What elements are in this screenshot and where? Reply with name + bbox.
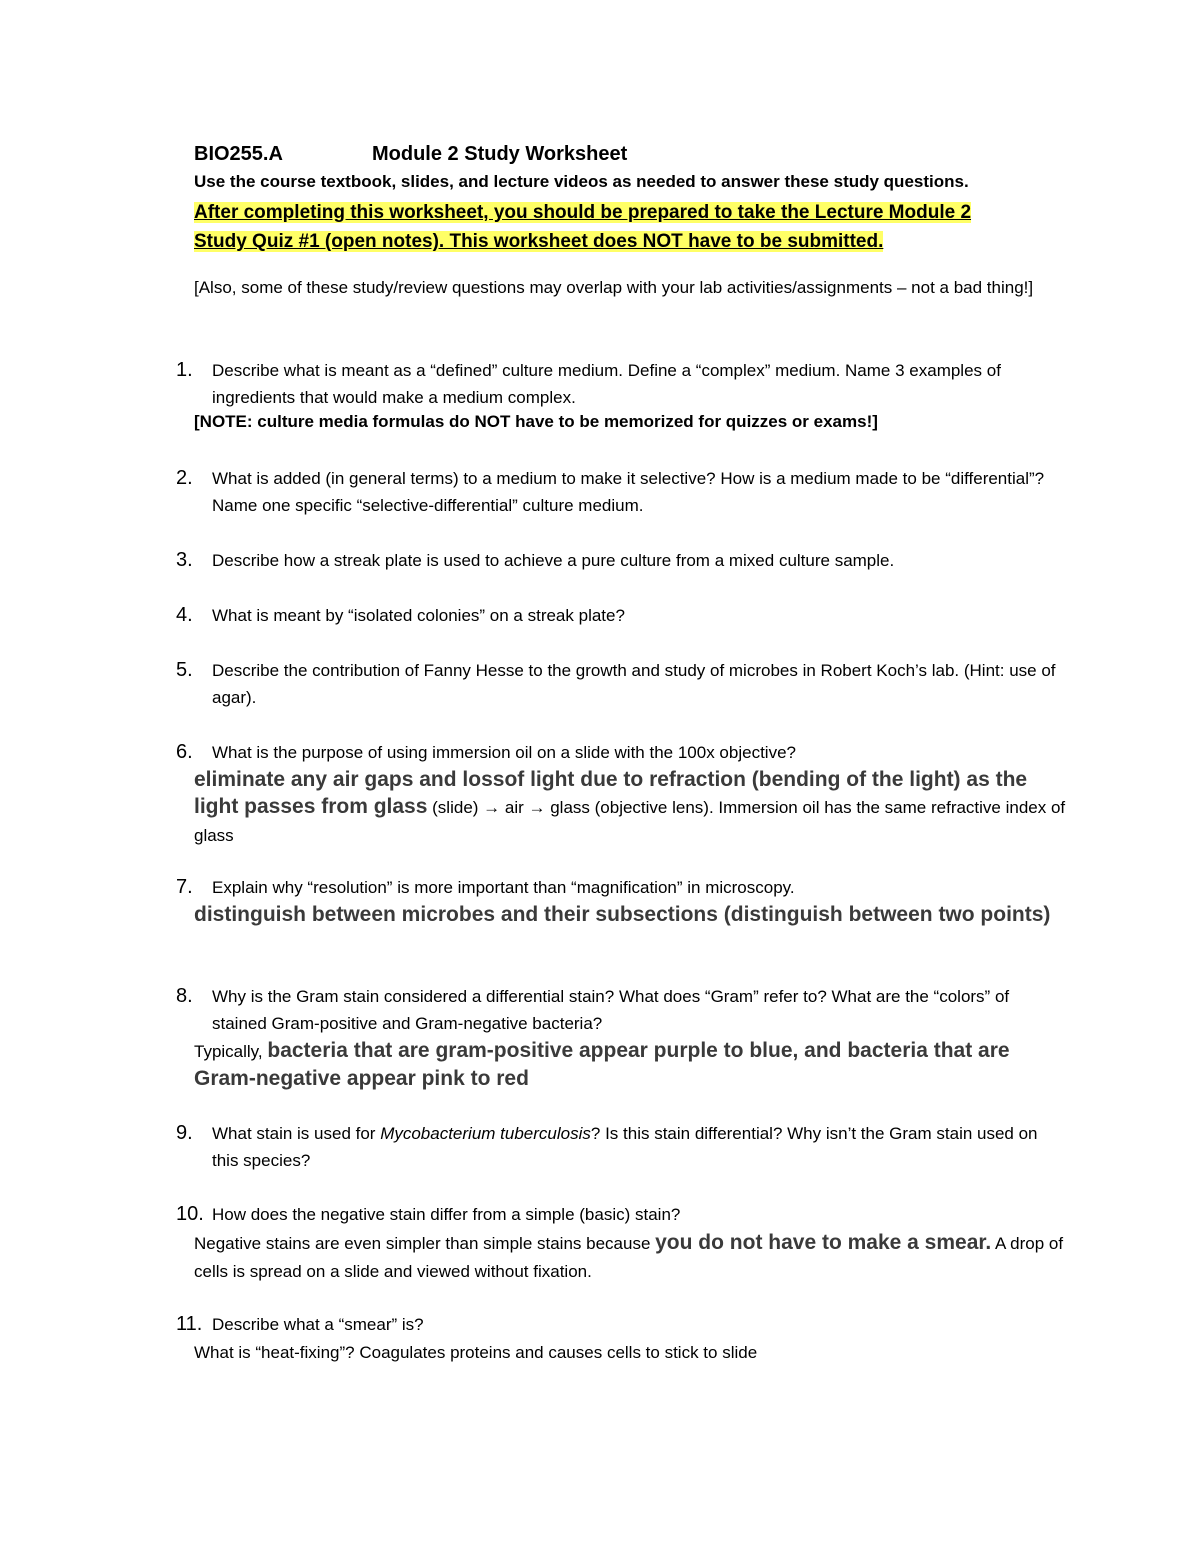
- answer-q6-bold: eliminate any air gaps and lossof light due to refraction (bending of the light) as the light passes from glass: [194, 768, 1028, 818]
- highlighted-notice: [194, 198, 1046, 256]
- answer-q10-plain-1: Negative stains are even simpler than simple stains because: [194, 1234, 656, 1253]
- answer-q8-plain: Typically,: [194, 1042, 268, 1061]
- note-q1: [NOTE: culture media formulas do NOT have to be memorized for quizzes or exams!]: [194, 412, 878, 431]
- question-9: [176, 1120, 1066, 1174]
- question-6: [176, 739, 1066, 766]
- answer-q10-bold: you do not have to make a smear.: [655, 1231, 992, 1254]
- question-text: Describe what is meant as a “defined” culture medium. Define a “complex” medium. Name 3 examples of ingredients that would make a medium complex.: [212, 361, 1001, 407]
- question-number: 3.: [176, 549, 193, 571]
- answer-q11: What is “heat-fixing”? Coagulates proteins and causes cells to stick to slide: [194, 1343, 758, 1362]
- question-number: 10.: [176, 1203, 204, 1225]
- answer-q10: [194, 1229, 1074, 1285]
- question-number: 5.: [176, 659, 193, 681]
- question-11: [176, 1311, 1066, 1338]
- question-number: 8.: [176, 985, 193, 1007]
- question-text: What is meant by “isolated colonies” on a streak plate?: [212, 606, 625, 625]
- question-text: Describe what a “smear” is?: [212, 1315, 424, 1334]
- answer-q8-bold: bacteria that are gram-positive appear purple to blue, and bacteria that are Gram-negative appear pink to red: [194, 1039, 1010, 1090]
- question-8: [176, 983, 1066, 1037]
- notice-line-2: Study Quiz #1 (open notes). This worksheet does NOT have to be submitted.: [194, 231, 884, 252]
- question-text: [212, 1120, 1066, 1174]
- question-2: [176, 465, 1066, 519]
- question-4: [176, 602, 1066, 629]
- also-note: [Also, some of these study/review questions may overlap with your lab activities/assignments – not a bad thing!]: [194, 278, 1034, 297]
- question-text-end: ? Is this stain differential? Why isn’t the Gram stain used on this species?: [212, 1124, 1038, 1170]
- intro-instructions: Use the course textbook, slides, and lecture videos as needed to answer these study questions.: [194, 172, 969, 191]
- question-number: 7.: [176, 876, 193, 898]
- question-number: 2.: [176, 467, 193, 489]
- answer-q6-plain: (slide) → air → glass (objective lens). Immersion oil has the same refractive index of glass: [194, 798, 1066, 845]
- course-code: BIO255.A: [194, 143, 283, 165]
- question-text: Describe the contribution of Fanny Hesse to the growth and study of microbes in Robert Koch’s lab. (Hint: use of agar).: [212, 661, 1056, 707]
- question-10: [176, 1201, 1066, 1228]
- worksheet-header: [194, 143, 627, 166]
- question-text: What is the purpose of using immersion oil on a slide with the 100x objective?: [212, 743, 796, 762]
- question-number: 6.: [176, 741, 193, 763]
- question-text: How does the negative stain differ from a simple (basic) stain?: [212, 1205, 681, 1224]
- answer-q8: [194, 1037, 1074, 1092]
- organism-name: Mycobacterium tuberculosis: [380, 1124, 591, 1143]
- question-number: 9.: [176, 1122, 193, 1144]
- question-5: [176, 657, 1066, 711]
- question-text: What is added (in general terms) to a medium to make it selective? How is a medium made to be “differential”? Name one specific “selective-differential” culture medium.: [212, 469, 1045, 515]
- answer-q6: [194, 766, 1074, 849]
- answer-q7: distinguish between microbes and their subsections (distinguish between two points): [194, 903, 1051, 926]
- question-1: [176, 357, 1066, 411]
- question-3: [176, 547, 1066, 574]
- worksheet-title: Module 2 Study Worksheet: [372, 143, 628, 165]
- question-text: Why is the Gram stain considered a differential stain? What does “Gram” refer to? What are the “colors” of stained Gram-positive and Gram-negative bacteria?: [212, 987, 1010, 1033]
- question-number: 11.: [176, 1313, 203, 1335]
- question-7: [176, 874, 1066, 901]
- question-number: 1.: [176, 359, 193, 381]
- answer-q10-plain-2: A drop of cells is spread on a slide and viewed without fixation.: [194, 1234, 1064, 1281]
- question-number: 4.: [176, 604, 193, 626]
- question-text: Explain why “resolution” is more important than “magnification” in microscopy.: [212, 878, 795, 897]
- notice-line-1: After completing this worksheet, you should be prepared to take the Lecture Module 2: [194, 202, 972, 223]
- question-text: Describe how a streak plate is used to achieve a pure culture from a mixed culture sample.: [212, 551, 895, 570]
- question-text-start: What stain is used for: [212, 1124, 381, 1143]
